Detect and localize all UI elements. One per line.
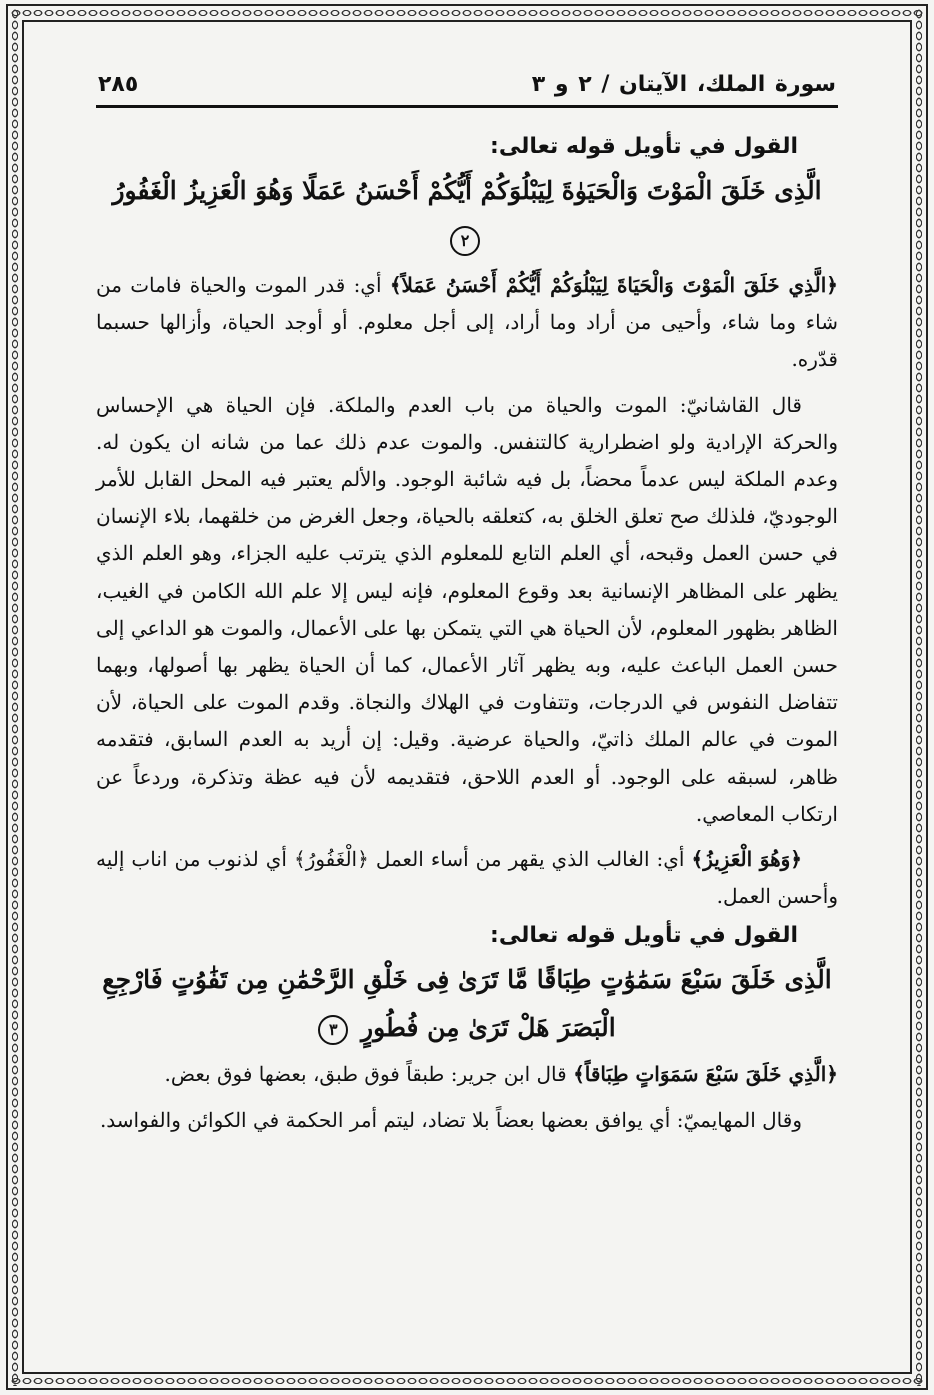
chain-border-left xyxy=(9,8,21,1386)
paragraph-text: قال القاشانيّ: الموت والحياة من باب العدم والملكة. فإن الحياة هي الإحساس والحركة الإرادية ولو اضطرارية كالتنفس. والموت عدم ذلك عما من شانه ان يكون له. وعدم الملكة ليس عدماً محضاً، بل فيه شائبة الوجود. والألم يعتبر فيه المحل القابل للأمر الوجوديّ، فلذلك صح تعلق الخلق به، كتعلقه بالحياة، وجعل الغرض من خلقهما، بلاء الإنسان في حسن العمل وقبحه، أي العلم التابع للمعلوم الذي يترتب عليه الجزاء، وهو العلم الذي يظهر على المظاهر الإنسانية بعد وقوع المعلوم، فإنه ليس إلا علم الله الكامن في الغيب، الظاهر بظهور المعلوم، لأن الحياة هي التي يتمكن بها على الأعمال، والموت هو الداعي إلى حسن العمل الباعث عليه، وبه يظهر آثار الأعمال، كما أن الحياة يظهر بها أصولها، وبهما تتفاضل النفوس في الدرجات، وتتفاوت في الهلاك والنجاة. وقدم الموت على الحياة، لأن الموت في عالم الملك ذاتيّ، والحياة عرضية. وقيل: إن أريد به العدم السابق، فتقدمه ظاهر، لسبقه على الوجود. أو العدم اللاحق، فتقديمه لأن فيه عظة وتذكرة، وردعاً عن ارتكاب المعاصي. xyxy=(96,392,839,826)
paragraph xyxy=(96,387,838,833)
section-2 xyxy=(96,923,838,1138)
paragraph-text: قال ابن جرير: طبقاً فوق طبق، بعضها فوق بعض. xyxy=(164,1062,574,1087)
ayah-number-marker: ٢ xyxy=(450,226,480,256)
section-heading: القول في تأويل قوله تعالى: xyxy=(490,134,798,159)
paragraph-text: وقال المهايميّ: أي يوافق بعضها بعضاً بلا تضاد، ليتم أمر الحكمة في الكوائن والفواسد. xyxy=(99,1107,802,1132)
quoted-verse: ﴿وَهُوَ الْعَزِيزُ﴾ xyxy=(691,847,803,872)
chain-border-top xyxy=(10,7,924,19)
verse-text: الَّذِى خَلَقَ سَبْعَ سَمَٰوَٰتٍ طِبَاقًا مَّا تَرَىٰ فِى خَلْقِ الرَّحْمَٰنِ مِن تَفَٰوُتٍ فَارْجِعِ الْبَصَرَ هَلْ تَرَىٰ مِن فُطُورٍ xyxy=(102,965,832,1043)
paragraph xyxy=(96,267,838,379)
chain-border-right xyxy=(913,8,925,1386)
ayah-number-marker: ٣ xyxy=(318,1015,348,1045)
paragraph xyxy=(96,1102,838,1139)
quran-verse xyxy=(96,956,838,1052)
paragraph xyxy=(96,1056,838,1093)
chain-border-bottom xyxy=(10,1375,924,1387)
quoted-verse: ﴿الَّذِي خَلَقَ سَبْعَ سَمَوَاتٍ طِبَاقاً﴾ xyxy=(573,1062,838,1087)
page-header xyxy=(96,72,838,108)
verse-text: الَّذِى خَلَقَ الْمَوْتَ وَالْحَيَوٰةَ لِيَبْلُوَكُمْ أَيُّكُمْ أَحْسَنُ عَمَلًا وَهُوَ الْعَزِيزُ الْغَفُورُ xyxy=(112,176,822,205)
running-title: سورة الملك، الآيتان / ٢ و ٣ xyxy=(531,72,836,97)
quran-verse xyxy=(96,167,838,263)
paragraph xyxy=(96,841,838,915)
section-1 xyxy=(96,134,838,915)
page-number: ٢٨٥ xyxy=(98,72,139,97)
section-heading: القول في تأويل قوله تعالى: xyxy=(490,923,798,949)
paragraph-text: أي: قدر الموت والحياة فامات من شاء وما شاء، وأحيى من أراد وما أراد، إلى أجل معلوم. أو أوجد الحياة، وأزالها حسبما قدّره. xyxy=(96,273,838,372)
page-content xyxy=(96,72,838,1147)
paragraph-text: أي: الغالب الذي يقهر من أساء العمل ﴿الْغَفُورُ﴾ أي لذنوب من اناب إليه وأحسن العمل. xyxy=(96,847,838,909)
quoted-verse: ﴿الَّذِي خَلَقَ الْمَوْتَ وَالْحَيَاةَ لِيَبْلُوَكُمْ أَيُّكُمْ أَحْسَنُ عَمَلاً﴾ xyxy=(389,273,838,297)
